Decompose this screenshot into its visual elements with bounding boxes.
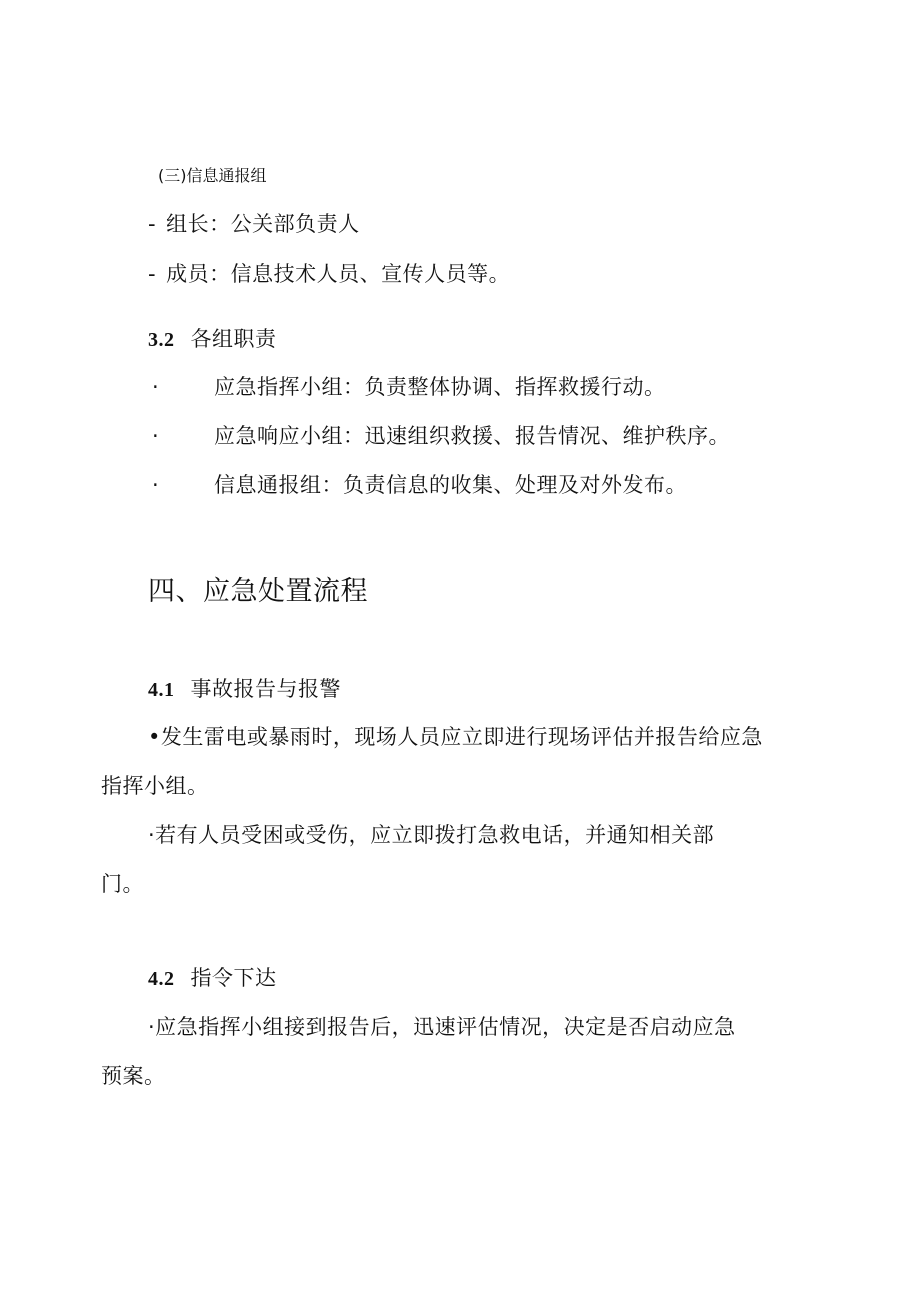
section-number: 3.2 [148,329,175,351]
list-item-text: 应急指挥小组：负责整体协调、指挥救援行动。 [214,375,666,399]
paragraph-line: ·应急指挥小组接到报告后，迅速评估情况，决定是否启动应急 [148,1015,736,1039]
section-title: 指令下达 [190,966,277,990]
paragraph-line: 门。 [101,872,144,896]
section-title: 事故报告与报警 [190,677,341,701]
section-number: 4.1 [148,679,175,701]
section-heading-4-2 [148,963,277,994]
leader-line [148,209,360,239]
bullet: · [152,375,160,399]
list-item-text: 信息通报组：负责信息的收集、处理及对外发布。 [214,473,687,497]
section-title: 各组职责 [190,327,277,351]
members-text: 成员：信息技术人员、宣传人员等。 [166,262,511,286]
list-dash: - [148,212,157,236]
list-item [152,372,666,402]
list-item [152,470,687,500]
section-heading-3-2 [148,324,277,355]
paragraph-line: ·若有人员受困或受伤，应立即拨打急救电话，并通知相关部 [148,823,715,847]
bullet: · [152,424,160,448]
list-item-text: 应急响应小组：迅速组织救援、报告情况、维护秩序。 [214,424,730,448]
paragraph-line: •发生雷电或暴雨时，现场人员应立即进行现场评估并报告给应急 [148,725,763,749]
list-dash: - [148,262,157,286]
section-heading-4-1 [148,674,341,705]
list-item [152,421,730,451]
paragraph-line: 预案。 [101,1064,166,1088]
section-number: 4.2 [148,968,175,990]
paragraph-line: 指挥小组。 [101,774,209,798]
bullet: · [152,473,160,497]
members-line [148,259,510,289]
chapter-title: 四、应急处置流程 [148,576,368,607]
leader-text: 组长：公关部负责人 [166,212,360,236]
subgroup-heading: (三)信息通报组 [158,166,267,185]
